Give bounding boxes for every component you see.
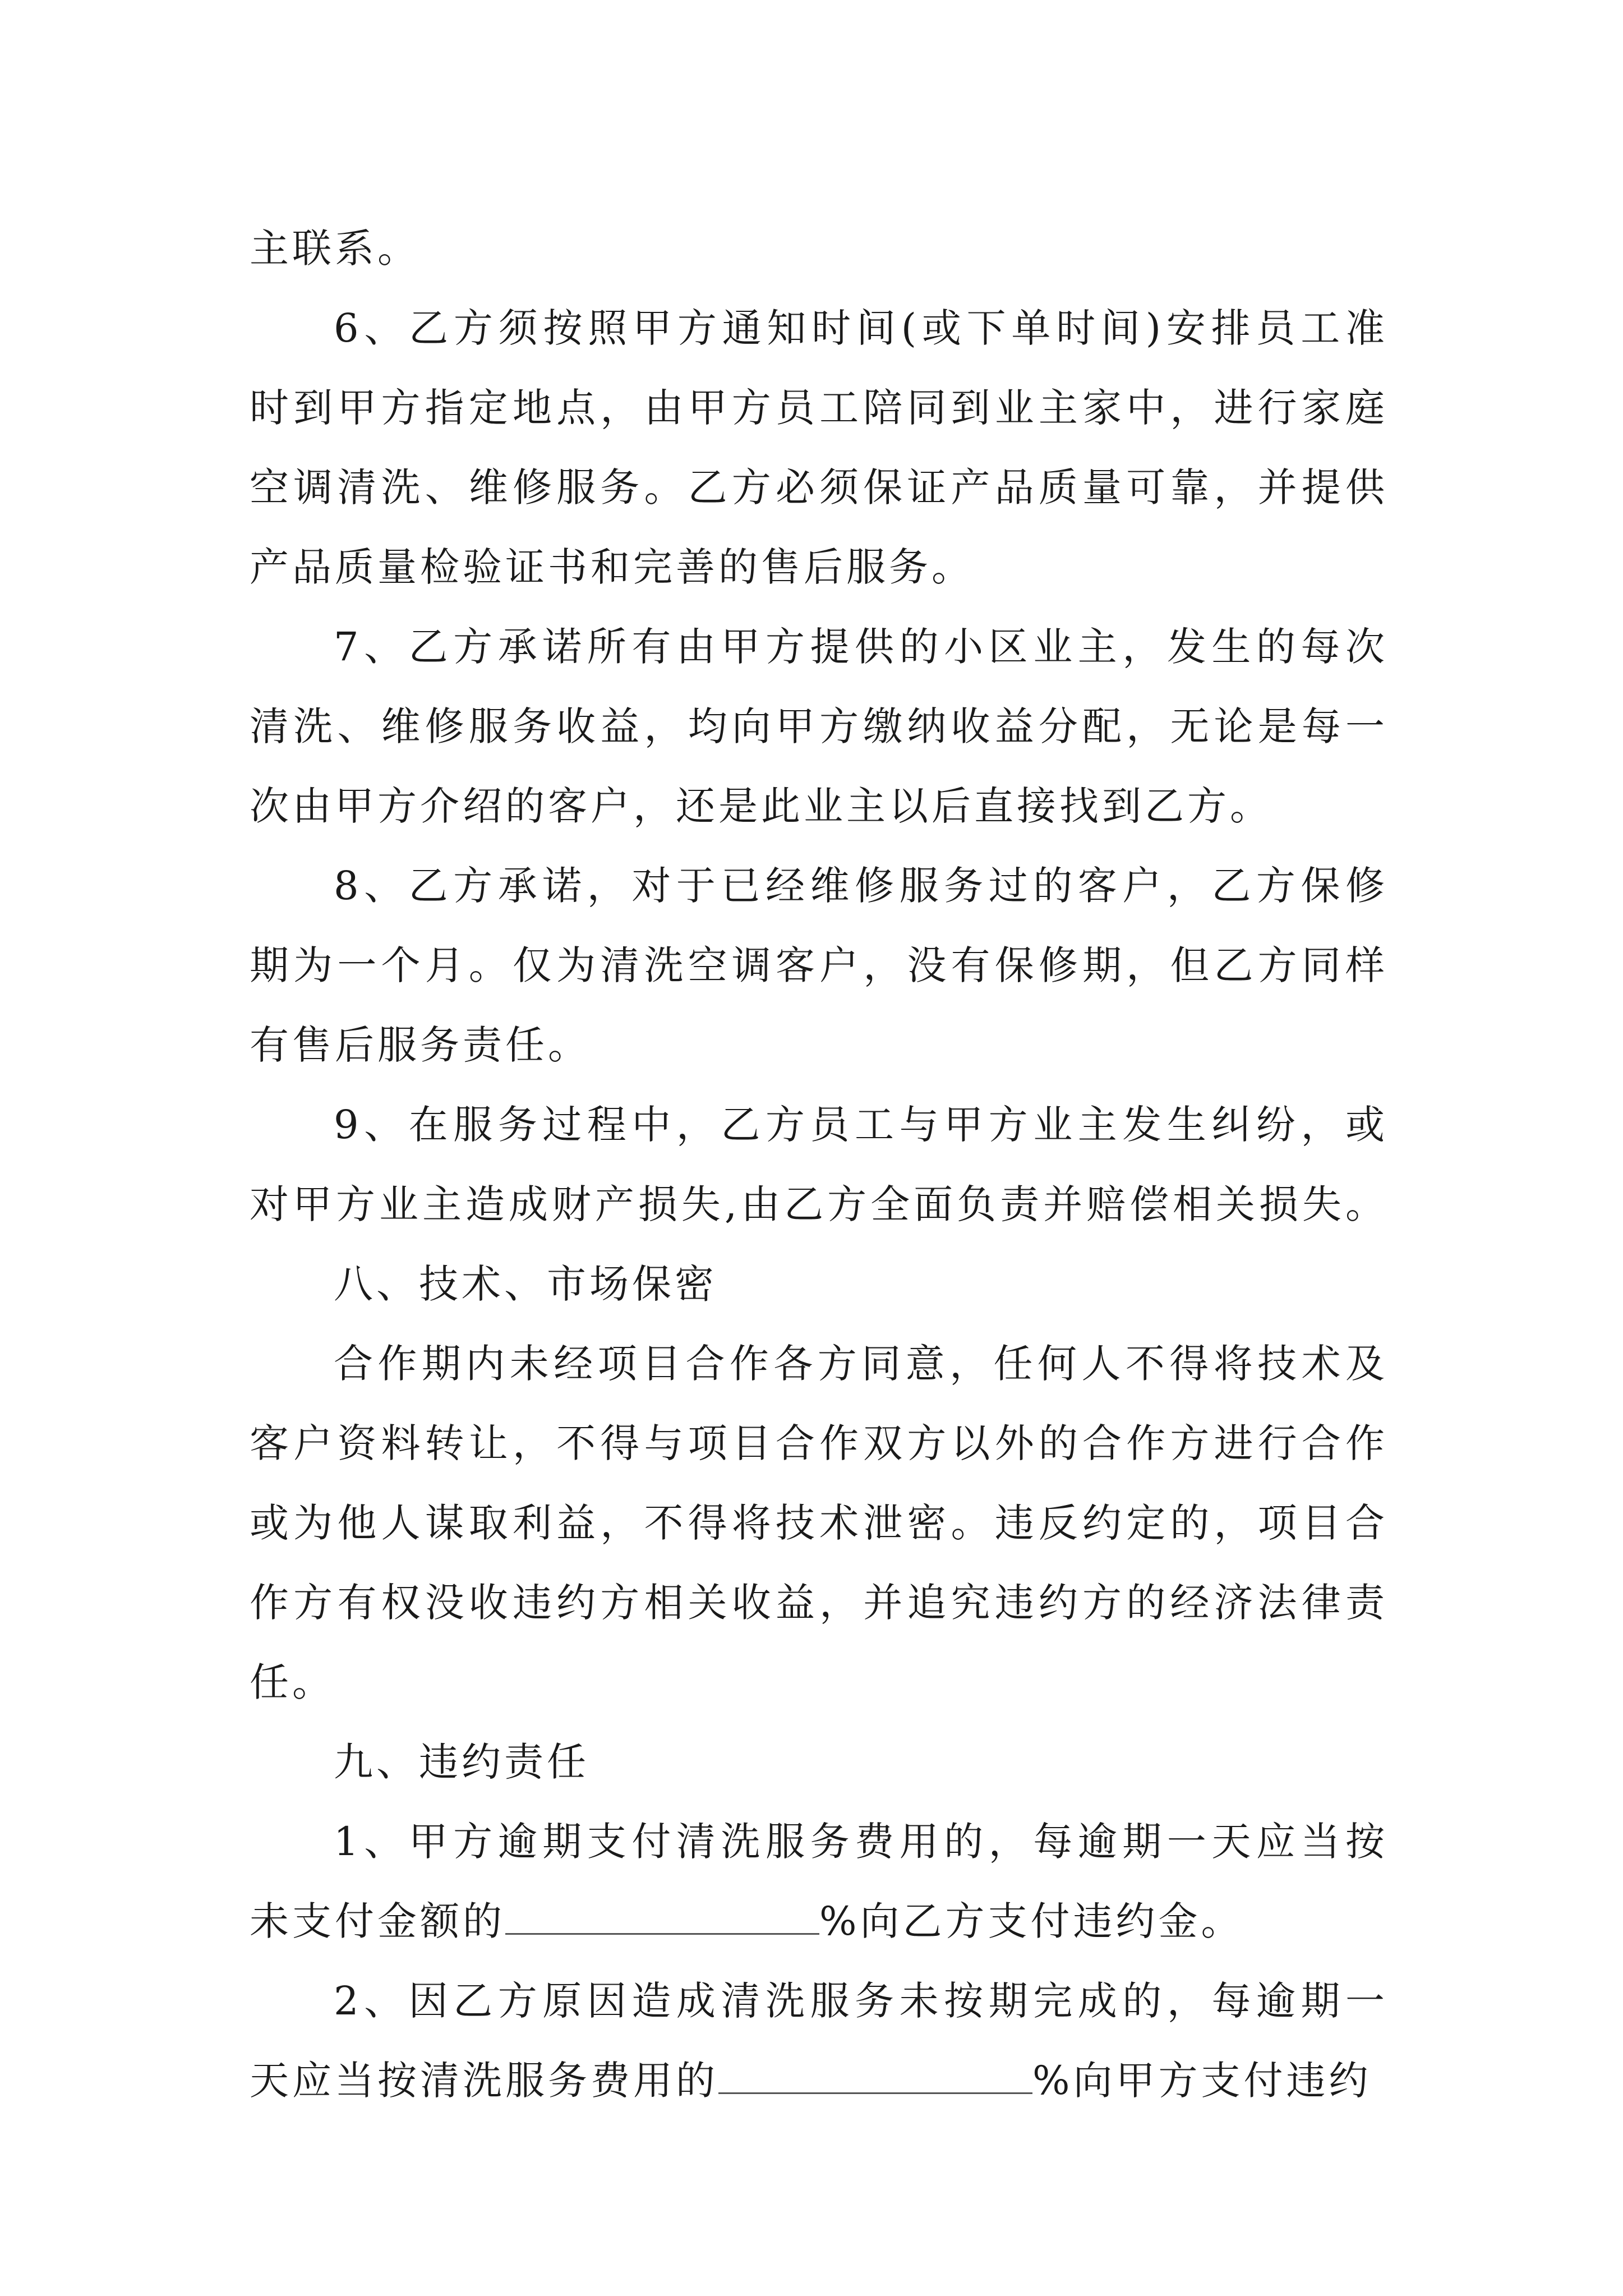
text-line: 7、乙方承诺所有由甲方提供的小区业主，发生的每次 xyxy=(334,624,1388,670)
text-line: 作方有权没收违约方相关收益，并追究违约方的经济法律责 xyxy=(250,1580,1388,1626)
text-line: 次由甲方介绍的客户，还是此业主以后直接找到乙方。 xyxy=(250,783,1272,829)
text-line-with-blank xyxy=(250,1881,1388,1961)
fill-in-blank xyxy=(718,2060,1032,2094)
text-line: 清洗、维修服务收益，均向甲方缴纳收益分配，无论是每一 xyxy=(250,703,1388,749)
text-line: 产品质量检验证书和完善的售后服务。 xyxy=(250,544,974,590)
text-line: 期为一个月。仅为清洗空调客户，没有保修期，但乙方同样 xyxy=(250,942,1388,988)
blank-suffix: %向甲方支付违约 xyxy=(1032,2058,1372,2104)
text-line: 2、因乙方原因造成清洗服务未按期完成的，每逾期一 xyxy=(334,1978,1388,2024)
text-line: 任。 xyxy=(250,1659,335,1705)
text-line: 时到甲方指定地点，由甲方员工陪同到业主家中，进行家庭 xyxy=(250,385,1388,431)
text-line: 空调清洗、维修服务。乙方必须保证产品质量可靠，并提供 xyxy=(250,464,1388,510)
text-line: 客户资料转让，不得与项目合作双方以外的合作方进行合作 xyxy=(250,1420,1388,1466)
text-line: 或为他人谋取利益，不得将技术泄密。违反约定的，项目合 xyxy=(250,1500,1388,1546)
text-line-with-blank xyxy=(250,2041,1388,2120)
document-page xyxy=(250,209,1388,2120)
text-line: 9、在服务过程中，乙方员工与甲方业主发生纠纷，或 xyxy=(334,1102,1388,1148)
text-line: 6、乙方须按照甲方通知时间(或下单时间)安排员工准 xyxy=(334,305,1388,351)
blank-suffix: %向乙方支付违约金。 xyxy=(819,1898,1244,1944)
text-line: 1、甲方逾期支付清洗服务费用的，每逾期一天应当按 xyxy=(334,1819,1388,1865)
text-line: 合作期内未经项目合作各方同意，任何人不得将技术及 xyxy=(334,1341,1388,1387)
section-heading: 九、违约责任 xyxy=(334,1739,589,1785)
fill-in-blank xyxy=(505,1901,819,1935)
section-heading: 八、技术、市场保密 xyxy=(334,1261,717,1307)
text-line: 主联系。 xyxy=(250,226,420,272)
text-line: 8、乙方承诺，对于已经维修服务过的客户，乙方保修 xyxy=(334,863,1388,909)
blank-prefix: 未支付金额的 xyxy=(250,1898,505,1944)
blank-prefix: 天应当按清洗服务费用的 xyxy=(250,2058,718,2104)
text-line: 对甲方业主造成财产损失,由乙方全面负责并赔偿相关损失。 xyxy=(250,1181,1388,1227)
text-line: 有售后服务责任。 xyxy=(250,1022,591,1068)
